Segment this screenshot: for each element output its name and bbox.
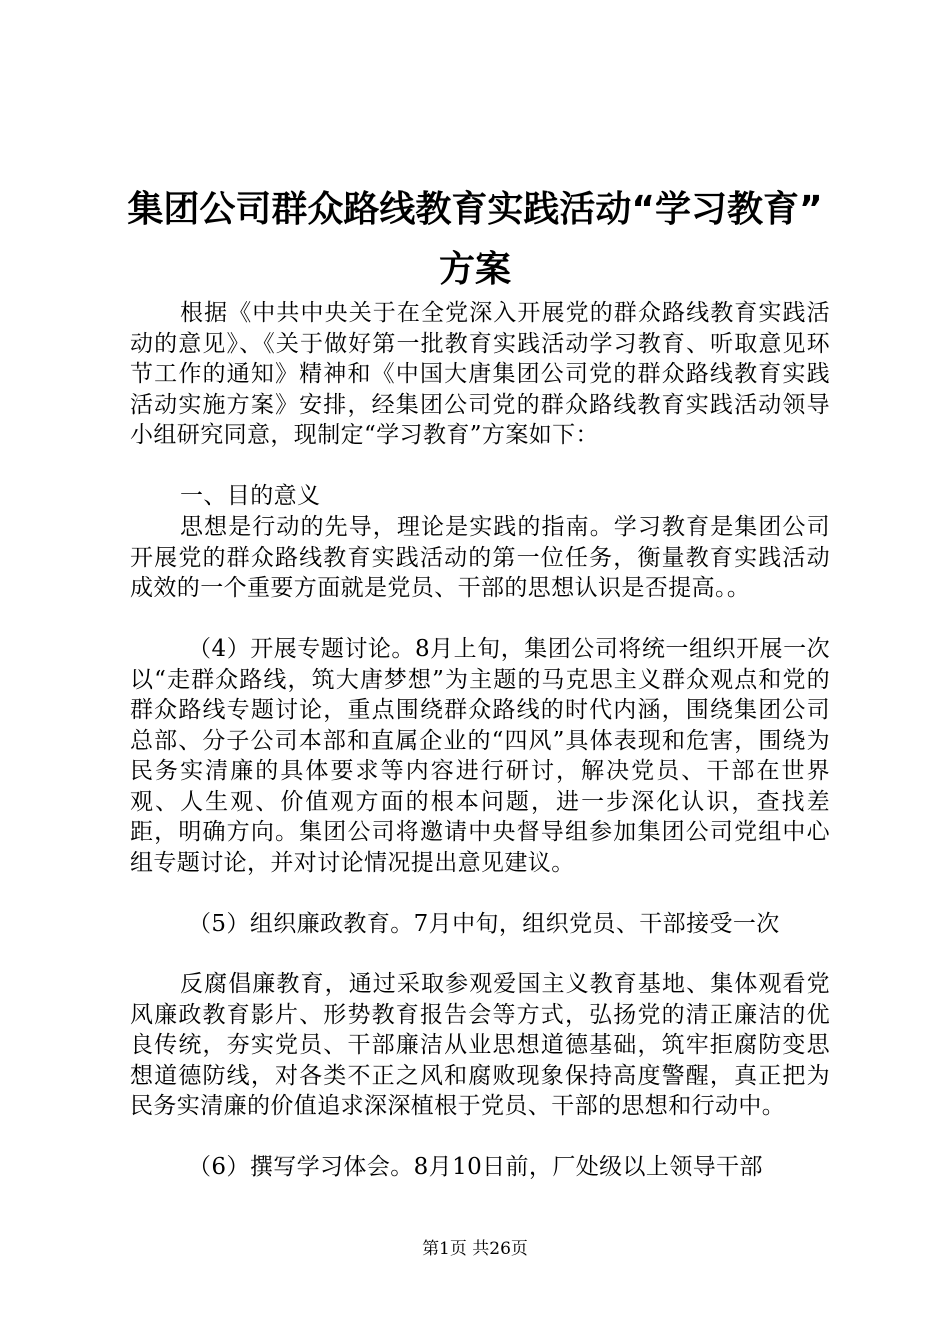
document-title-line2: 方案 — [438, 249, 511, 290]
page-footer: 第1页 共26页 — [422, 1239, 528, 1259]
section1-body-paragraph: 思想是行动的先导，理论是实践的指南。学习教育是集团公司开展党的群众路线教育实践活动的第一位任务，衡量教育实践活动成效的一个重要方面就是党员、干部的思想认识是否提高。。 — [130, 514, 830, 601]
section1-heading: 一、目的意义 — [180, 483, 321, 509]
item5-paragraph: （5）组织廉政教育。7月中旬，组织党员、干部接受一次 — [188, 911, 780, 937]
document-title-line1: 集团公司群众路线教育实践活动“学习教育” — [127, 189, 823, 230]
item6-paragraph: （6）撰写学习体会。8月10日前，厂处级以上领导干部 — [188, 1154, 763, 1180]
item4-paragraph: （4）开展专题讨论。8月上旬，集团公司将统一组织开展一次以“走群众路线，筑大唐梦想”为主题的马克思主义群众观点和党的群众路线专题讨论，重点围绕群众路线的时代内涵，围绕集团公司总部、分子公司本部和直属企业的“四风”具体表现和危害，围绕为民务实清廉的具体要求等内容进行研讨，解决党员、干部在世界观、人生观、价值观方面的根本问题，进一步深化认识，查找差距，明确方向。集团公司将邀请中央督导组参加集团公司党组中心组专题讨论，并对讨论情况提出意见建议。 — [130, 636, 830, 876]
item5-continuation-paragraph: 反腐倡廉教育，通过采取参观爱国主义教育基地、集体观看党风廉政教育影片、形势教育报告会等方式，弘扬党的清正廉洁的优良传统，夯实党员、干部廉洁从业思想道德基础，筑牢拒腐防变思想道德防线，对各类不正之风和腐败现象保持高度警醒，真正把为民务实清廉的价值追求深深植根于党员、干部的思想和行动中。 — [130, 971, 830, 1119]
intro-paragraph: 根据《中共中央关于在全党深入开展党的群众路线教育实践活动的意见》、《关于做好第一批教育实践活动学习教育、听取意见环节工作的通知》精神和《中国大唐集团公司党的群众路线教育实践活动实施方案》安排，经集团公司党的群众路线教育实践活动领导小组研究同意，现制定“学习教育”方案如下： — [130, 300, 830, 448]
